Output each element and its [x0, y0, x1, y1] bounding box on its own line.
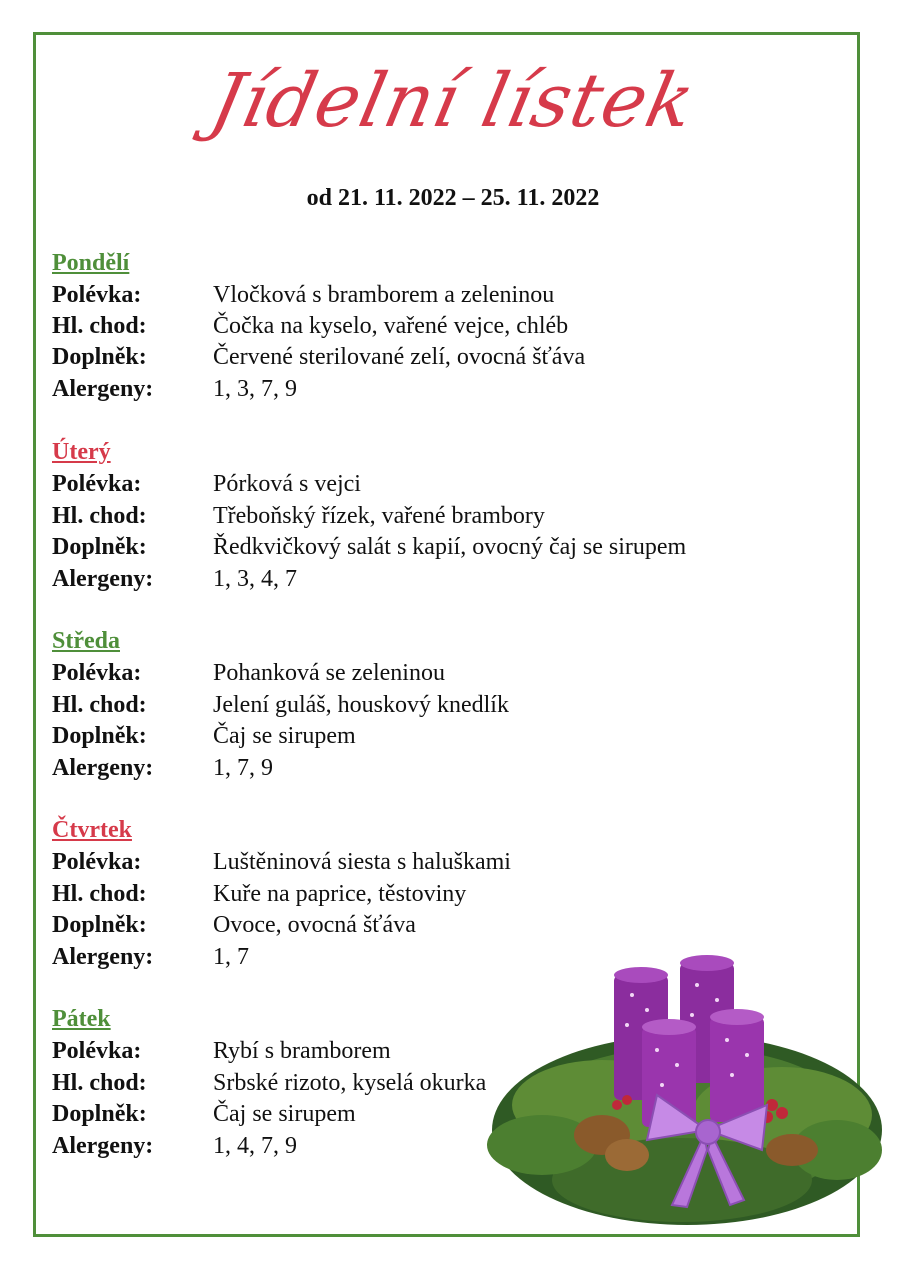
date-range: od 21. 11. 2022 – 25. 11. 2022 — [306, 185, 600, 211]
value-main: Čočka na kyselo, vařené vejce, chléb — [213, 313, 569, 339]
label-side: Doplněk: — [52, 534, 147, 560]
value-main: Jelení guláš, houskový knedlík — [213, 692, 509, 718]
value-side: Čaj se sirupem — [213, 723, 356, 749]
value-soup: Rybí s bramborem — [213, 1038, 391, 1064]
label-allergens: Alergeny: — [52, 1133, 154, 1159]
label-soup: Polévka: — [52, 282, 142, 308]
label-soup: Polévka: — [52, 1038, 142, 1064]
day-heading-wednesday: Středa — [52, 628, 120, 654]
day-heading-monday: Pondělí — [52, 250, 130, 276]
value-main: Třeboňský řízek, vařené brambory — [213, 503, 545, 529]
value-side: Ředkvičkový salát s kapií, ovocný čaj se sirupem — [213, 534, 687, 560]
label-soup: Polévka: — [52, 660, 142, 686]
value-side: Čaj se sirupem — [213, 1101, 356, 1127]
value-side: Červené sterilované zelí, ovocná šťáva — [213, 344, 586, 370]
value-soup: Pohanková se zeleninou — [213, 660, 445, 686]
value-soup: Vločková s bramborem a zeleninou — [213, 282, 555, 308]
value-allergens: 1, 7, 9 — [213, 755, 273, 781]
label-allergens: Alergeny: — [52, 755, 154, 781]
label-allergens: Alergeny: — [52, 376, 154, 402]
advent-wreath-image — [482, 955, 890, 1240]
label-main: Hl. chod: — [52, 313, 147, 339]
value-allergens: 1, 3, 4, 7 — [213, 566, 297, 592]
value-side: Ovoce, ovocná šťáva — [213, 912, 416, 938]
label-allergens: Alergeny: — [52, 566, 154, 592]
page-title: Jídelní lístek — [203, 58, 703, 144]
value-main: Kuře na paprice, těstoviny — [213, 881, 467, 907]
day-heading-friday: Pátek — [52, 1006, 111, 1032]
label-soup: Polévka: — [52, 849, 142, 875]
label-main: Hl. chod: — [52, 881, 147, 907]
label-main: Hl. chod: — [52, 1070, 147, 1096]
label-side: Doplněk: — [52, 912, 147, 938]
value-main: Srbské rizoto, kyselá okurka — [213, 1070, 487, 1096]
label-main: Hl. chod: — [52, 503, 147, 529]
label-soup: Polévka: — [52, 471, 142, 497]
day-heading-thursday: Čtvrtek — [52, 817, 132, 843]
value-soup: Luštěninová siesta s haluškami — [213, 849, 511, 875]
value-soup: Pórková s vejci — [213, 471, 361, 497]
value-allergens: 1, 4, 7, 9 — [213, 1133, 297, 1159]
label-side: Doplněk: — [52, 723, 147, 749]
label-side: Doplněk: — [52, 1101, 147, 1127]
label-main: Hl. chod: — [52, 692, 147, 718]
day-heading-tuesday: Úterý — [52, 439, 111, 465]
label-allergens: Alergeny: — [52, 944, 154, 970]
value-allergens: 1, 3, 7, 9 — [213, 376, 297, 402]
value-allergens: 1, 7 — [213, 944, 249, 970]
label-side: Doplněk: — [52, 344, 147, 370]
